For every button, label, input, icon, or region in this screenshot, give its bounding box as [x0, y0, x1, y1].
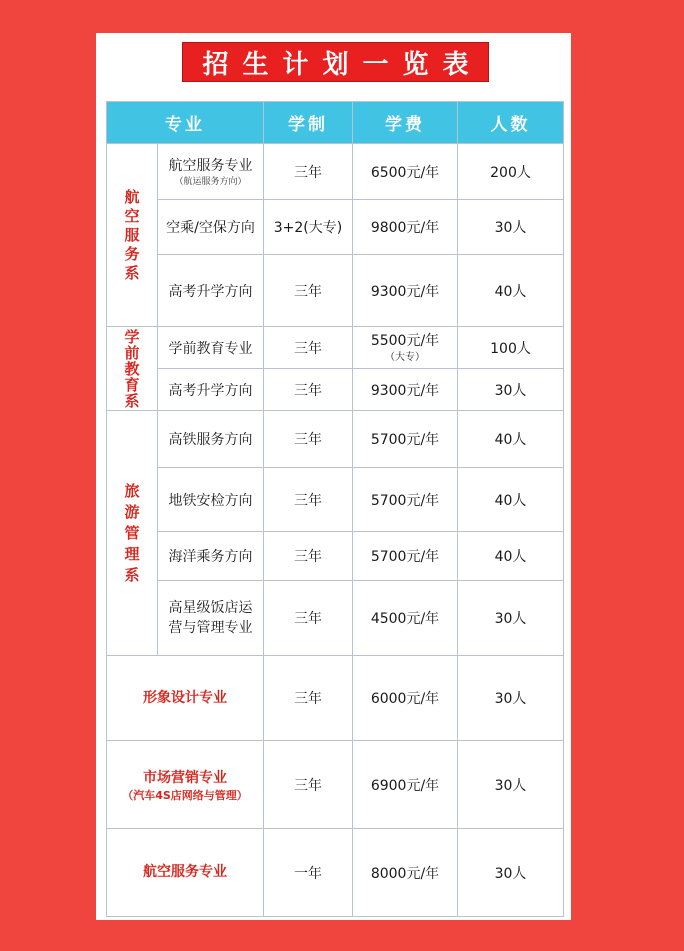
fee-cell: 9300元/年 — [353, 369, 458, 411]
major-cell: 空乘/空保方向 — [158, 200, 264, 255]
count-cell: 40人 — [458, 532, 564, 581]
table-row — [107, 255, 564, 327]
duration-cell: 一年 — [264, 829, 353, 917]
dept-tourism: 旅 游 管 理 系 — [107, 411, 158, 656]
enrollment-table — [106, 101, 564, 917]
major-cell: 海洋乘务方向 — [158, 532, 264, 581]
fee-cell: 5700元/年 — [353, 468, 458, 532]
page-title: 招生计划一览表 — [183, 43, 488, 81]
major-cell: 航空服务专业 （航运服务方向） — [158, 144, 264, 200]
header-fee: 学费 — [353, 102, 458, 144]
duration-cell: 三年 — [264, 581, 353, 656]
table-row — [107, 200, 564, 255]
count-cell: 30人 — [458, 829, 564, 917]
header-duration: 学制 — [264, 102, 353, 144]
major-cell: 高考升学方向 — [158, 369, 264, 411]
duration-cell: 三年 — [264, 255, 353, 327]
major-cell: 高星级饭店运 营与管理专业 — [158, 581, 264, 656]
fee-cell: 6000元/年 — [353, 656, 458, 741]
table-row — [107, 829, 564, 917]
major-cell: 高铁服务方向 — [158, 411, 264, 468]
fee-cell: 9300元/年 — [353, 255, 458, 327]
duration-cell: 三年 — [264, 656, 353, 741]
header-count: 人数 — [458, 102, 564, 144]
fee-cell: 6900元/年 — [353, 741, 458, 829]
table-row — [107, 741, 564, 829]
major-cell: 高考升学方向 — [158, 255, 264, 327]
duration-cell: 三年 — [264, 144, 353, 200]
table-row — [107, 411, 564, 468]
table-row — [107, 532, 564, 581]
fee-cell: 4500元/年 — [353, 581, 458, 656]
count-cell: 30人 — [458, 741, 564, 829]
duration-cell: 三年 — [264, 468, 353, 532]
count-cell: 40人 — [458, 468, 564, 532]
duration-cell: 三年 — [264, 327, 353, 369]
table-row — [107, 656, 564, 741]
fee-cell: 6500元/年 — [353, 144, 458, 200]
duration-cell: 三年 — [264, 741, 353, 829]
table-row — [107, 144, 564, 200]
table-row — [107, 327, 564, 369]
dept-preschool: 学 前 教 育 系 — [107, 327, 158, 411]
count-cell: 100人 — [458, 327, 564, 369]
duration-cell: 三年 — [264, 532, 353, 581]
count-cell: 40人 — [458, 411, 564, 468]
dept-aviation: 航 空 服 务 系 — [107, 144, 158, 327]
table-row — [107, 468, 564, 532]
major-cell: 航空服务专业 — [107, 829, 264, 917]
header-row — [107, 102, 564, 144]
duration-cell: 3+2(大专) — [264, 200, 353, 255]
count-cell: 200人 — [458, 144, 564, 200]
duration-cell: 三年 — [264, 369, 353, 411]
fee-cell: 5500元/年 （大专） — [353, 327, 458, 369]
duration-cell: 三年 — [264, 411, 353, 468]
count-cell: 30人 — [458, 200, 564, 255]
fee-cell: 5700元/年 — [353, 532, 458, 581]
header-major: 专业 — [107, 102, 264, 144]
fee-cell: 9800元/年 — [353, 200, 458, 255]
major-cell: 形象设计专业 — [107, 656, 264, 741]
count-cell: 30人 — [458, 581, 564, 656]
major-cell: 学前教育专业 — [158, 327, 264, 369]
fee-cell: 5700元/年 — [353, 411, 458, 468]
major-cell: 市场营销专业 （汽车4S店网络与管理） — [107, 741, 264, 829]
fee-cell: 8000元/年 — [353, 829, 458, 917]
count-cell: 30人 — [458, 656, 564, 741]
count-cell: 40人 — [458, 255, 564, 327]
count-cell: 30人 — [458, 369, 564, 411]
major-cell: 地铁安检方向 — [158, 468, 264, 532]
table-row — [107, 581, 564, 656]
table-row — [107, 369, 564, 411]
